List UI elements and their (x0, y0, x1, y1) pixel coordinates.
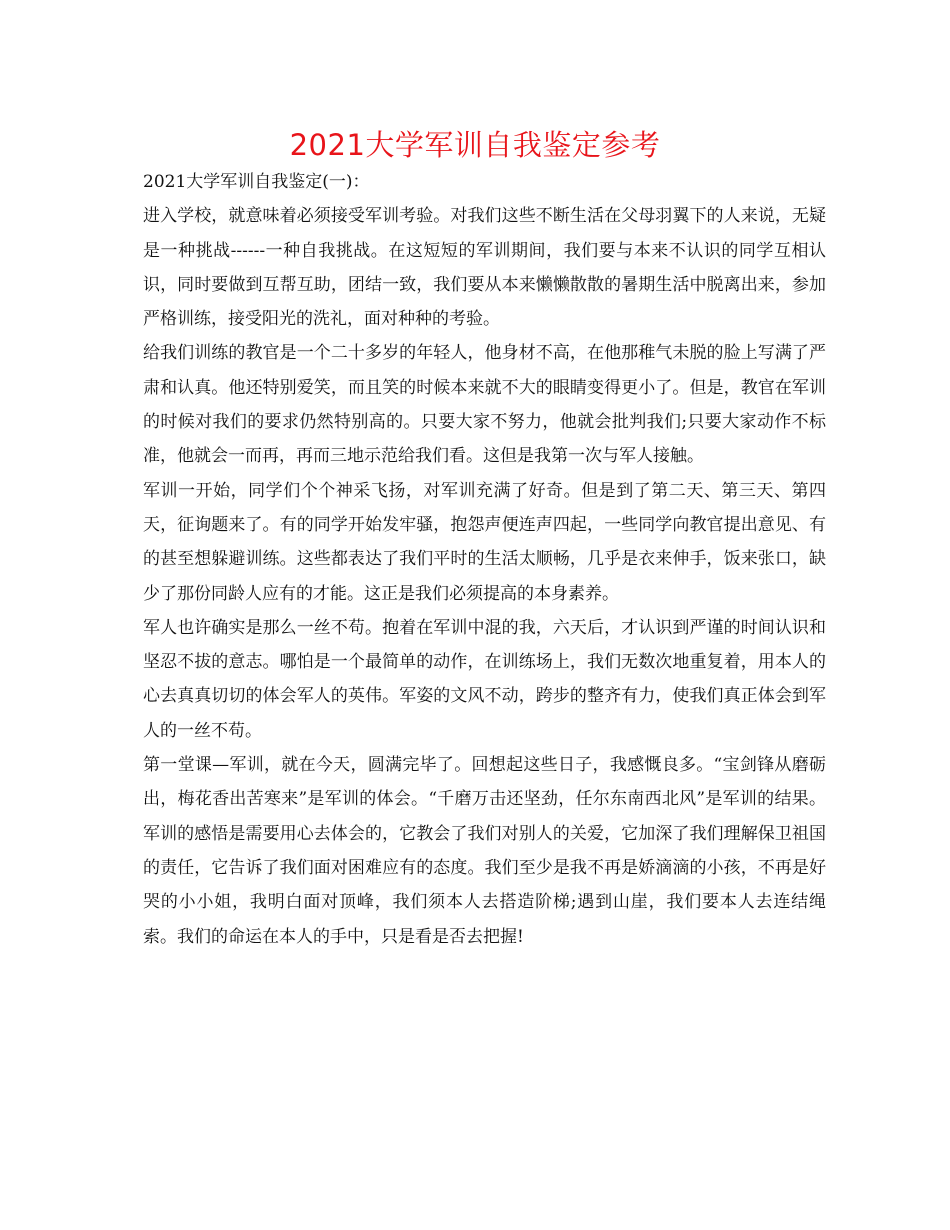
paragraph-5: 第一堂课—军训，就在今天，圆满完毕了。回想起这些日子，我感慨良多。“宝剑锋从磨砺出，梅花香出苦寒来”是军训的体会。“千磨万击还坚劲，任尔东南西北风”是军训的结果。军训的感悟是需要用心去体会的，它教会了我们对别人的关爱，它加深了我们理解保卫祖国的责任，它告诉了我们面对困难应有的态度。我们至少是我不再是娇滴滴的小孩，不再是好哭的小小姐，我明白面对顶峰，我们须本人去搭造阶梯;遇到山崖，我们要本人去连结绳索。我们的命运在本人的手中，只是看是否去把握! (143, 755, 826, 947)
paragraph-3: 军训一开始，同学们个个神采飞扬，对军训充满了好奇。但是到了第二天、第三天、第四天，征询题来了。有的同学开始发牢骚，抱怨声便连声四起，一些同学向教官提出意见、有的甚至想躲避训练。这些都表达了我们平时的生活太顺畅，几乎是衣来伸手，饭来张口，缺少了那份同龄人应有的才能。这正是我们必须提高的本身素养。 (143, 480, 826, 604)
paragraph-subtitle: 2021大学军训自我鉴定(一)： (143, 172, 370, 192)
document-title: 2021大学军训自我鉴定参考 (289, 128, 661, 162)
paragraph-2: 给我们训练的教官是一个二十多岁的年轻人，他身材不高，在他那稚气未脱的脸上写满了严肃和认真。他还特别爱笑，而且笑的时候本来就不大的眼睛变得更小了。但是，教官在军训的时候对我们的要求仍然特别高的。只要大家不努力，他就会批判我们;只要大家动作不标准，他就会一而再，再而三地示范给我们看。这但是我第一次与军人接触。 (143, 343, 826, 467)
paragraph-4: 军人也许确实是那么一丝不苟。抱着在军训中混的我，六天后，才认识到严谨的时间认识和坚忍不拔的意志。哪怕是一个最简单的动作，在训练场上，我们无数次地重复着，用本人的心去真真切切的体会军人的英伟。军姿的文风不动，跨步的整齐有力，使我们真正体会到军人的一丝不苟。 (143, 617, 826, 741)
document-body (143, 165, 826, 954)
paragraph-1: 进入学校，就意味着必须接受军训考验。对我们这些不断生活在父母羽翼下的人来说，无疑是一种挑战------一种自我挑战。在这短短的军训期间，我们要与本来不认识的同学互相认识，同时要做到互帮互助，团结一致，我们要从本来懒懒散散的暑期生活中脱离出来，参加严格训练，接受阳光的洗礼，面对种种的考验。 (143, 206, 826, 330)
